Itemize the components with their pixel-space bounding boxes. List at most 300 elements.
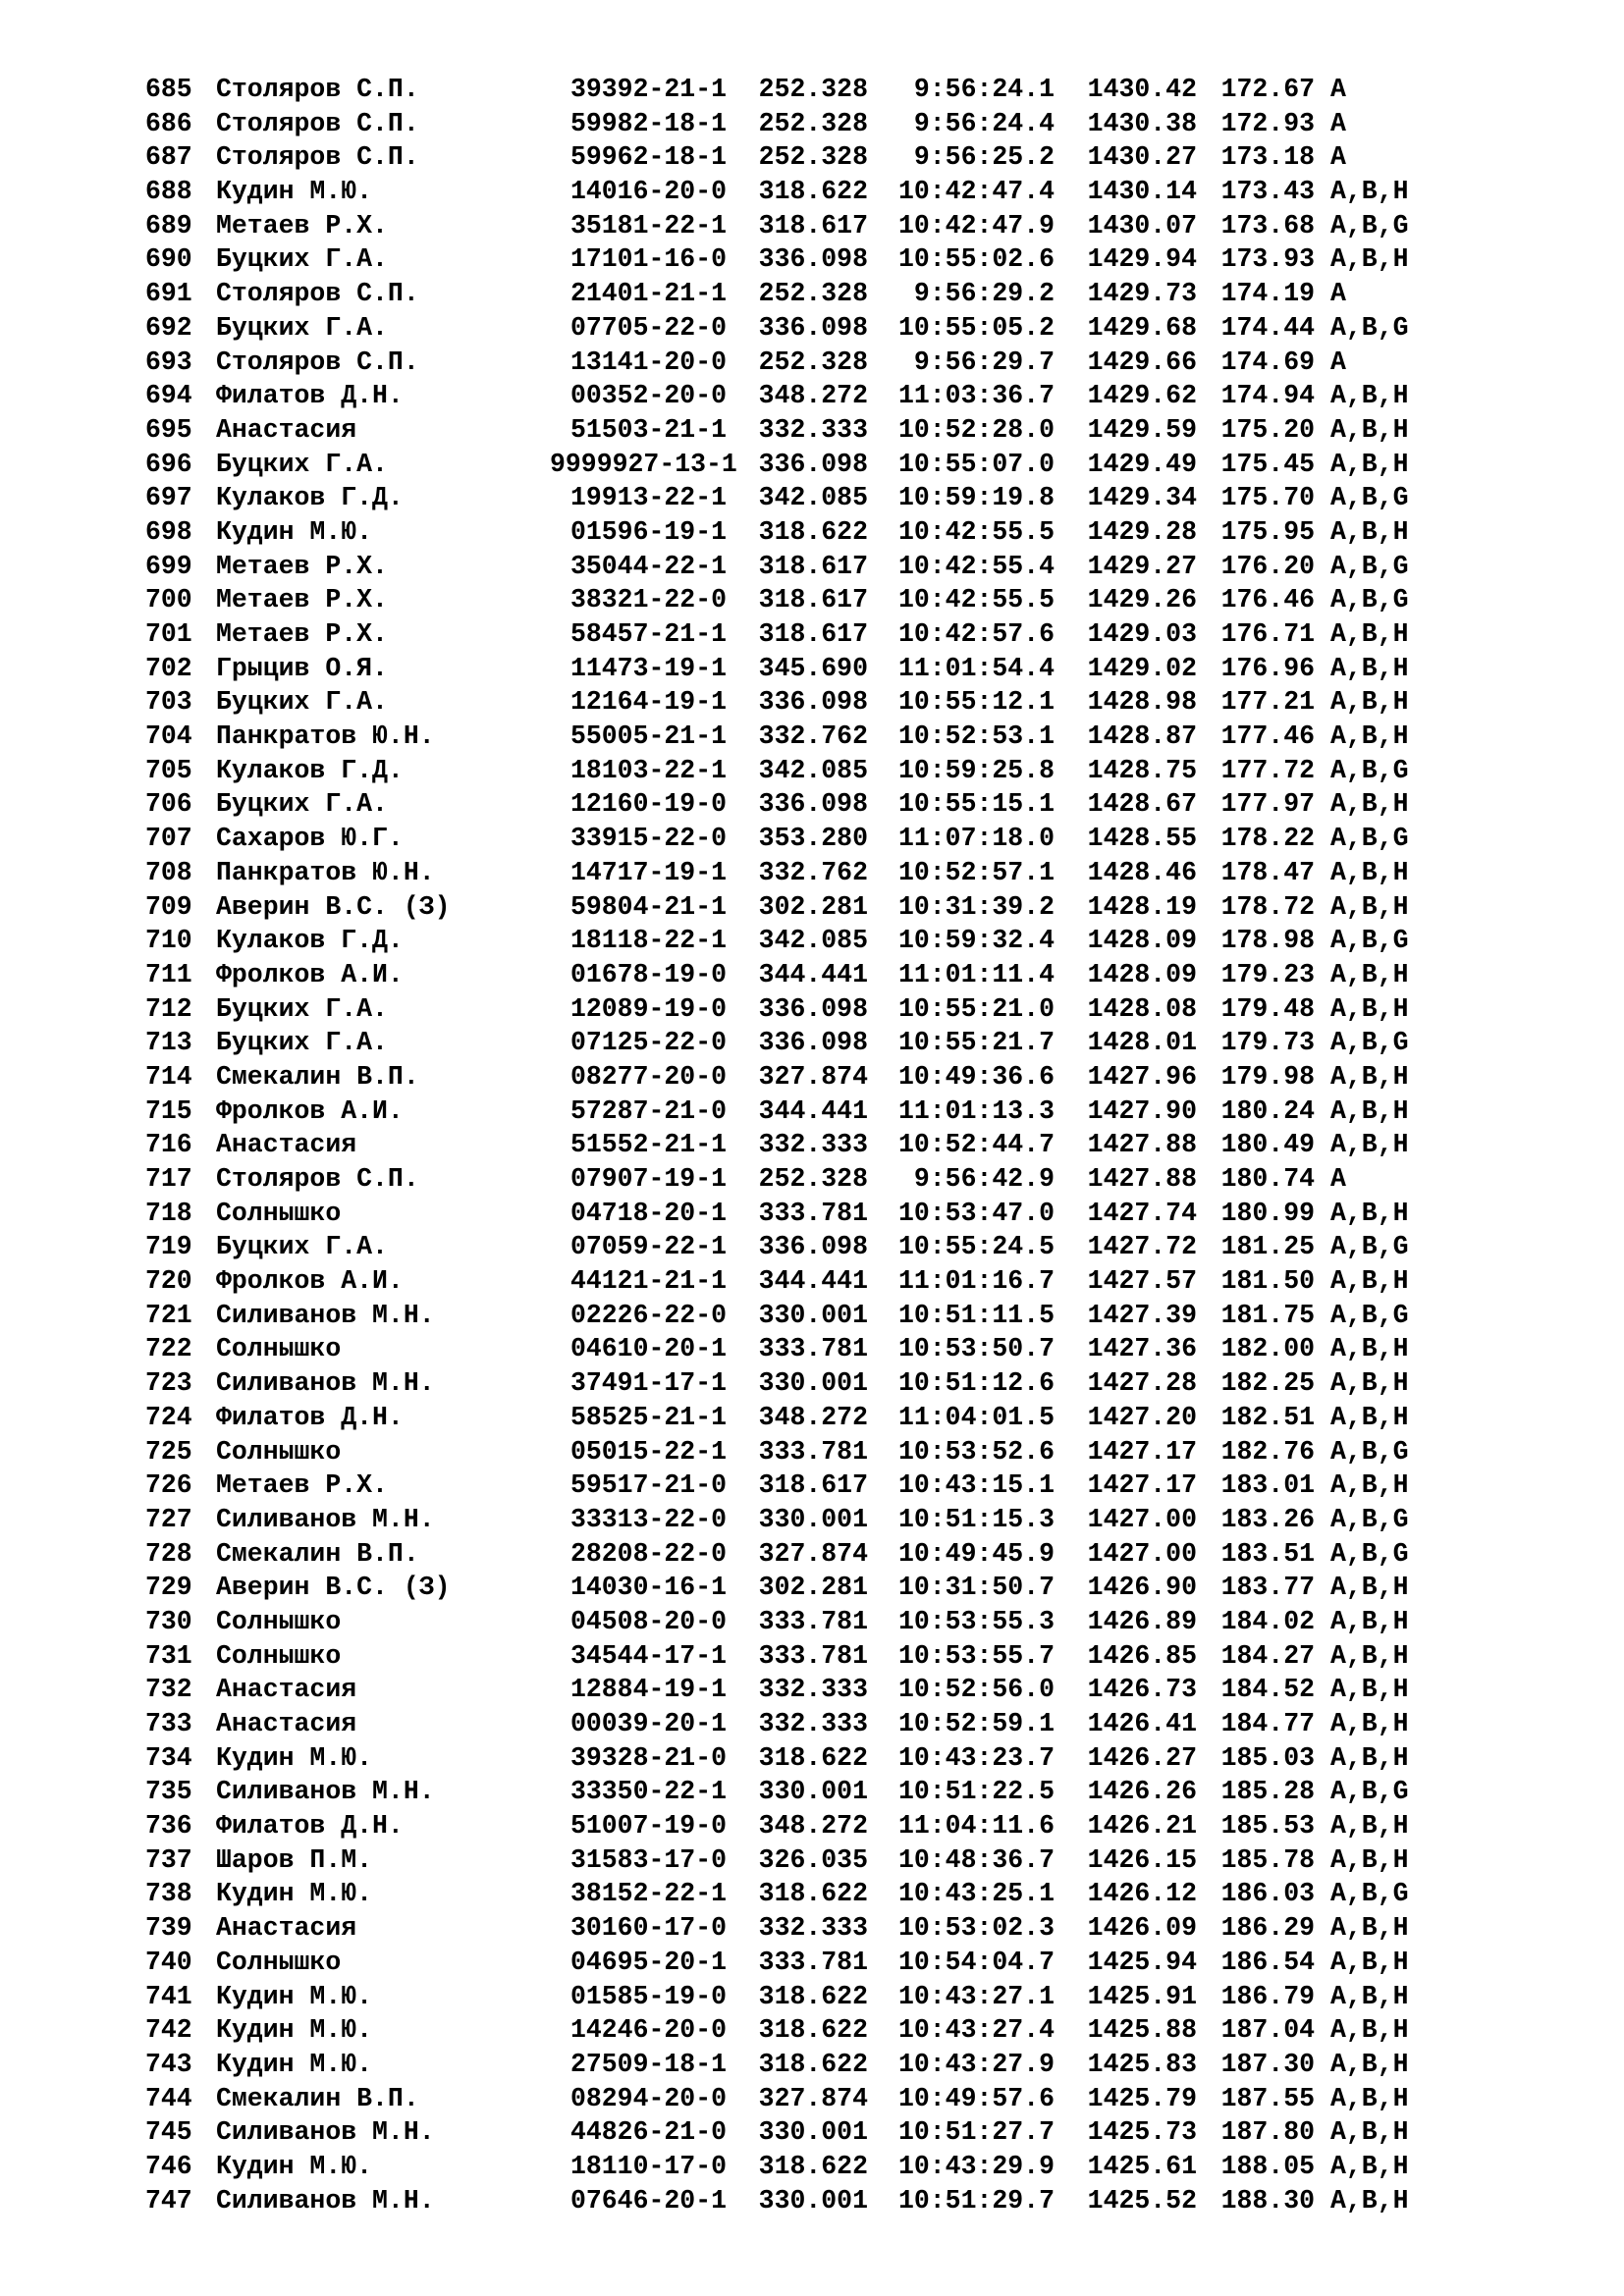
coefficient: 174.94	[1220, 381, 1315, 411]
arrival-time: 9:56:42.9	[913, 1164, 1055, 1194]
ring-number: 38152-22-1	[569, 1879, 727, 1909]
distance: 344.441	[758, 1095, 868, 1126]
fancier-name: Кудин М.Ю.	[216, 1879, 373, 1909]
arrival-time: 11:01:13.3	[897, 1095, 1055, 1126]
place-number: 729	[145, 1573, 192, 1603]
place-number: 697	[145, 483, 192, 513]
distance: 327.874	[758, 1061, 868, 1092]
place-number: 718	[145, 1198, 192, 1228]
coefficient: 183.51	[1220, 1538, 1315, 1569]
speed: 1427.90	[1087, 1095, 1197, 1126]
class-codes: A,B,G	[1330, 1879, 1409, 1909]
class-codes: A,B,G	[1330, 483, 1409, 513]
fancier-name: Буцких Г.А.	[216, 449, 388, 479]
ring-number: 31583-17-0	[569, 1844, 727, 1875]
place-number: 691	[145, 279, 192, 309]
distance: 252.328	[758, 142, 868, 173]
coefficient: 176.46	[1220, 585, 1315, 615]
place-number: 715	[145, 1095, 192, 1126]
class-codes: A,B,H	[1330, 1947, 1409, 1977]
class-codes: A,B,G	[1330, 210, 1409, 240]
class-codes: A,B,H	[1330, 244, 1409, 275]
speed: 1427.96	[1087, 1061, 1197, 1092]
class-codes: A,B,G	[1330, 1300, 1409, 1330]
coefficient: 186.29	[1220, 1913, 1315, 1944]
fancier-name: Кулаков Г.Д.	[216, 926, 404, 956]
place-number: 701	[145, 619, 192, 649]
ring-number: 59517-21-0	[569, 1470, 727, 1501]
fancier-name: Столяров С.П.	[216, 347, 419, 377]
table-row	[145, 754, 1579, 788]
speed: 1429.34	[1087, 483, 1197, 513]
arrival-time: 10:51:27.7	[897, 2117, 1055, 2148]
speed: 1425.73	[1087, 2117, 1197, 2148]
ring-number: 12160-19-0	[569, 789, 727, 820]
speed: 1426.15	[1087, 1844, 1197, 1875]
class-codes: A,B,G	[1330, 926, 1409, 956]
table-row	[145, 856, 1579, 890]
fancier-name: Кудин М.Ю.	[216, 2015, 373, 2046]
distance: 342.085	[758, 755, 868, 785]
table-row	[145, 1707, 1579, 1741]
fancier-name: Силиванов М.Н.	[216, 2117, 435, 2148]
distance: 332.333	[758, 1675, 868, 1705]
place-number: 706	[145, 789, 192, 820]
coefficient: 172.67	[1220, 75, 1315, 104]
table-row	[145, 1468, 1579, 1503]
place-number: 710	[145, 926, 192, 956]
fancier-name: Аверин В.С. (З)	[216, 1573, 451, 1603]
table-row	[145, 2115, 1579, 2150]
coefficient: 184.77	[1220, 1709, 1315, 1738]
arrival-time: 10:48:36.7	[897, 1844, 1055, 1875]
class-codes: A,B,H	[1330, 1061, 1409, 1092]
speed: 1427.57	[1087, 1266, 1197, 1297]
coefficient: 182.00	[1220, 1334, 1315, 1364]
coefficient: 185.53	[1220, 1811, 1315, 1842]
fancier-name: Смекалин В.П.	[216, 1538, 419, 1569]
ring-number: 9999927-13-1	[550, 449, 737, 479]
ring-number: 08294-20-0	[569, 2083, 727, 2113]
place-number: 721	[145, 1300, 192, 1330]
distance: 336.098	[758, 244, 868, 275]
arrival-time: 10:53:55.7	[897, 1640, 1055, 1671]
speed: 1427.17	[1087, 1470, 1197, 1501]
table-row	[145, 1162, 1579, 1197]
arrival-time: 10:42:47.4	[897, 177, 1055, 207]
place-number: 738	[145, 1879, 192, 1909]
speed: 1429.59	[1087, 414, 1197, 445]
class-codes: A,B,H	[1330, 721, 1409, 752]
speed: 1425.61	[1087, 2151, 1197, 2181]
fancier-name: Панкратов Ю.Н.	[216, 721, 435, 752]
fancier-name: Кудин М.Ю.	[216, 2151, 373, 2181]
speed: 1425.94	[1087, 1947, 1197, 1977]
class-codes: A,B,H	[1330, 2185, 1409, 2216]
distance: 348.272	[758, 381, 868, 411]
ring-number: 01585-19-0	[569, 1981, 727, 2011]
place-number: 695	[145, 414, 192, 445]
coefficient: 180.74	[1220, 1164, 1315, 1194]
class-codes: A,B,H	[1330, 1640, 1409, 1671]
distance: 342.085	[758, 926, 868, 956]
distance: 327.874	[758, 2083, 868, 2113]
table-row	[145, 175, 1579, 209]
fancier-name: Силиванов М.Н.	[216, 1504, 435, 1534]
coefficient: 173.93	[1220, 244, 1315, 275]
ring-number: 37491-17-1	[569, 1368, 727, 1399]
arrival-time: 11:01:16.7	[897, 1266, 1055, 1297]
ring-number: 59982-18-1	[569, 108, 727, 138]
table-row	[145, 1435, 1579, 1469]
coefficient: 185.78	[1220, 1844, 1315, 1875]
class-codes: A,B,G	[1330, 585, 1409, 615]
ring-number: 07705-22-0	[569, 312, 727, 343]
arrival-time: 10:55:24.5	[897, 1232, 1055, 1262]
ring-number: 51552-21-1	[569, 1130, 727, 1160]
speed: 1429.27	[1087, 551, 1197, 581]
coefficient: 174.44	[1220, 312, 1315, 343]
arrival-time: 10:55:21.0	[897, 993, 1055, 1024]
table-row	[145, 379, 1579, 413]
fancier-name: Буцких Г.А.	[216, 687, 388, 718]
speed: 1429.49	[1087, 449, 1197, 479]
class-codes: A,B,H	[1330, 891, 1409, 922]
distance: 333.781	[758, 1198, 868, 1228]
fancier-name: Фролков А.И.	[216, 959, 404, 989]
place-number: 735	[145, 1777, 192, 1807]
fancier-name: Силиванов М.Н.	[216, 1300, 435, 1330]
coefficient: 187.04	[1220, 2015, 1315, 2046]
coefficient: 187.80	[1220, 2117, 1315, 2148]
speed: 1427.39	[1087, 1300, 1197, 1330]
table-row	[145, 1980, 1579, 2014]
table-row	[145, 1230, 1579, 1264]
fancier-name: Сахаров Ю.Г.	[216, 824, 404, 854]
ring-number: 59962-18-1	[569, 142, 727, 173]
speed: 1429.66	[1087, 347, 1197, 377]
table-row	[145, 2184, 1579, 2218]
speed: 1428.19	[1087, 891, 1197, 922]
place-number: 698	[145, 516, 192, 547]
speed: 1427.00	[1087, 1504, 1197, 1534]
place-number: 728	[145, 1538, 192, 1569]
table-row	[145, 481, 1579, 515]
place-number: 734	[145, 1742, 192, 1773]
coefficient: 179.23	[1220, 959, 1315, 989]
arrival-time: 10:52:53.1	[897, 721, 1055, 752]
table-row	[145, 1128, 1579, 1162]
ring-number: 14246-20-0	[569, 2015, 727, 2046]
fancier-name: Метаев Р.Х.	[216, 551, 388, 581]
speed: 1428.75	[1087, 755, 1197, 785]
coefficient: 184.27	[1220, 1640, 1315, 1671]
coefficient: 182.51	[1220, 1402, 1315, 1432]
speed: 1428.46	[1087, 857, 1197, 887]
place-number: 700	[145, 585, 192, 615]
place-number: 741	[145, 1981, 192, 2011]
speed: 1428.87	[1087, 721, 1197, 752]
distance: 344.441	[758, 959, 868, 989]
fancier-name: Солнышко	[216, 1640, 342, 1671]
speed: 1429.03	[1087, 619, 1197, 649]
table-row	[145, 1673, 1579, 1707]
fancier-name: Анастасия	[216, 414, 357, 445]
table-row	[145, 448, 1579, 482]
fancier-name: Буцких Г.А.	[216, 993, 388, 1024]
arrival-time: 11:04:11.6	[897, 1811, 1055, 1842]
ring-number: 01596-19-1	[569, 516, 727, 547]
class-codes: A,B,H	[1330, 959, 1409, 989]
ring-number: 38321-22-0	[569, 585, 727, 615]
coefficient: 179.73	[1220, 1028, 1315, 1058]
table-row	[145, 209, 1579, 243]
arrival-time: 9:56:24.1	[913, 75, 1055, 104]
coefficient: 177.97	[1220, 789, 1315, 820]
ring-number: 59804-21-1	[569, 891, 727, 922]
ring-number: 12884-19-1	[569, 1675, 727, 1705]
distance: 332.333	[758, 414, 868, 445]
table-row	[145, 1911, 1579, 1946]
coefficient: 178.72	[1220, 891, 1315, 922]
class-codes: A,B,H	[1330, 1675, 1409, 1705]
fancier-name: Филатов Д.Н.	[216, 1402, 404, 1432]
coefficient: 175.95	[1220, 516, 1315, 547]
ring-number: 08277-20-0	[569, 1061, 727, 1092]
arrival-time: 11:03:36.7	[897, 381, 1055, 411]
arrival-time: 10:55:15.1	[897, 789, 1055, 820]
table-row	[145, 140, 1579, 175]
coefficient: 185.03	[1220, 1742, 1315, 1773]
place-number: 696	[145, 449, 192, 479]
fancier-name: Смекалин В.П.	[216, 1061, 419, 1092]
class-codes: A,B,G	[1330, 312, 1409, 343]
table-row	[145, 1095, 1579, 1129]
coefficient: 173.43	[1220, 177, 1315, 207]
coefficient: 188.05	[1220, 2151, 1315, 2181]
fancier-name: Солнышко	[216, 1198, 342, 1228]
arrival-time: 10:31:39.2	[897, 891, 1055, 922]
distance: 318.622	[758, 1879, 868, 1909]
place-number: 739	[145, 1913, 192, 1944]
table-row	[145, 1843, 1579, 1878]
coefficient: 186.03	[1220, 1879, 1315, 1909]
fancier-name: Силиванов М.Н.	[216, 1368, 435, 1399]
coefficient: 174.19	[1220, 279, 1315, 309]
coefficient: 185.28	[1220, 1777, 1315, 1807]
distance: 318.622	[758, 516, 868, 547]
arrival-time: 10:51:12.6	[897, 1368, 1055, 1399]
table-row	[145, 515, 1579, 550]
arrival-time: 10:43:27.9	[897, 2049, 1055, 2079]
table-row	[145, 413, 1579, 448]
ring-number: 11473-19-1	[569, 653, 727, 683]
fancier-name: Буцких Г.А.	[216, 789, 388, 820]
arrival-time: 10:52:44.7	[897, 1130, 1055, 1160]
place-number: 717	[145, 1164, 192, 1194]
class-codes: A,B,H	[1330, 1470, 1409, 1501]
table-row	[145, 1946, 1579, 1980]
class-codes: A,B,H	[1330, 1573, 1409, 1603]
arrival-time: 10:59:19.8	[897, 483, 1055, 513]
table-row	[145, 652, 1579, 686]
speed: 1428.01	[1087, 1028, 1197, 1058]
distance: 336.098	[758, 1028, 868, 1058]
speed: 1426.73	[1087, 1675, 1197, 1705]
class-codes: A	[1330, 1164, 1346, 1194]
coefficient: 183.77	[1220, 1573, 1315, 1603]
table-row	[145, 1197, 1579, 1231]
table-row	[145, 1366, 1579, 1401]
coefficient: 180.24	[1220, 1095, 1315, 1126]
distance: 336.098	[758, 449, 868, 479]
coefficient: 179.98	[1220, 1061, 1315, 1092]
ring-number: 00352-20-0	[569, 381, 727, 411]
coefficient: 175.45	[1220, 449, 1315, 479]
class-codes: A,B,H	[1330, 2049, 1409, 2079]
ring-number: 30160-17-0	[569, 1913, 727, 1944]
arrival-time: 10:51:11.5	[897, 1300, 1055, 1330]
place-number: 732	[145, 1675, 192, 1705]
coefficient: 173.18	[1220, 142, 1315, 173]
arrival-time: 11:07:18.0	[897, 824, 1055, 854]
class-codes: A,B,G	[1330, 755, 1409, 785]
ring-number: 57287-21-0	[569, 1095, 727, 1126]
ring-number: 58525-21-1	[569, 1402, 727, 1432]
ring-number: 05015-22-1	[569, 1436, 727, 1467]
fancier-name: Буцких Г.А.	[216, 312, 388, 343]
arrival-time: 11:01:54.4	[897, 653, 1055, 683]
fancier-name: Метаев Р.Х.	[216, 210, 388, 240]
ring-number: 07646-20-1	[569, 2185, 727, 2216]
coefficient: 184.52	[1220, 1675, 1315, 1705]
coefficient: 178.47	[1220, 857, 1315, 887]
speed: 1426.90	[1087, 1573, 1197, 1603]
ring-number: 18118-22-1	[569, 926, 727, 956]
table-row	[145, 1809, 1579, 1843]
distance: 332.333	[758, 1709, 868, 1738]
distance: 332.333	[758, 1130, 868, 1160]
place-number: 730	[145, 1606, 192, 1636]
table-row	[145, 2150, 1579, 2184]
place-number: 685	[145, 75, 192, 104]
class-codes: A,B,G	[1330, 1538, 1409, 1569]
fancier-name: Метаев Р.Х.	[216, 585, 388, 615]
arrival-time: 10:31:50.7	[897, 1573, 1055, 1603]
ring-number: 39392-21-1	[569, 75, 727, 104]
class-codes: A,B,H	[1330, 1844, 1409, 1875]
table-row	[145, 2048, 1579, 2082]
table-row	[145, 617, 1579, 652]
class-codes: A,B,H	[1330, 1606, 1409, 1636]
speed: 1427.74	[1087, 1198, 1197, 1228]
distance: 330.001	[758, 1504, 868, 1534]
coefficient: 172.93	[1220, 108, 1315, 138]
distance: 330.001	[758, 1368, 868, 1399]
place-number: 702	[145, 653, 192, 683]
speed: 1427.20	[1087, 1402, 1197, 1432]
coefficient: 183.26	[1220, 1504, 1315, 1534]
fancier-name: Буцких Г.А.	[216, 244, 388, 275]
coefficient: 187.30	[1220, 2049, 1315, 2079]
coefficient: 175.20	[1220, 414, 1315, 445]
place-number: 687	[145, 142, 192, 173]
fancier-name: Кулаков Г.Д.	[216, 483, 404, 513]
speed: 1426.12	[1087, 1879, 1197, 1909]
class-codes: A,B,G	[1330, 1777, 1409, 1807]
place-number: 719	[145, 1232, 192, 1262]
speed: 1430.38	[1087, 108, 1197, 138]
coefficient: 174.69	[1220, 347, 1315, 377]
speed: 1425.52	[1087, 2185, 1197, 2216]
speed: 1429.02	[1087, 653, 1197, 683]
arrival-time: 11:01:11.4	[897, 959, 1055, 989]
fancier-name: Метаев Р.Х.	[216, 619, 388, 649]
arrival-time: 10:52:28.0	[897, 414, 1055, 445]
coefficient: 177.21	[1220, 687, 1315, 718]
class-codes: A,B,H	[1330, 1742, 1409, 1773]
speed: 1427.72	[1087, 1232, 1197, 1262]
speed: 1429.73	[1087, 279, 1197, 309]
table-row	[145, 992, 1579, 1027]
table-row	[145, 787, 1579, 822]
arrival-time: 10:53:50.7	[897, 1334, 1055, 1364]
fancier-name: Филатов Д.Н.	[216, 1811, 404, 1842]
place-number: 686	[145, 108, 192, 138]
distance: 327.874	[758, 1538, 868, 1569]
class-codes: A,B,H	[1330, 1368, 1409, 1399]
coefficient: 181.75	[1220, 1300, 1315, 1330]
fancier-name: Кудин М.Ю.	[216, 516, 373, 547]
coefficient: 181.25	[1220, 1232, 1315, 1262]
place-number: 711	[145, 959, 192, 989]
class-codes: A	[1330, 142, 1346, 173]
arrival-time: 10:59:32.4	[897, 926, 1055, 956]
results-rows	[145, 73, 1579, 2217]
distance: 336.098	[758, 993, 868, 1024]
speed: 1425.83	[1087, 2049, 1197, 2079]
class-codes: A,B,H	[1330, 789, 1409, 820]
fancier-name: Метаев Р.Х.	[216, 1470, 388, 1501]
arrival-time: 10:55:02.6	[897, 244, 1055, 275]
distance: 332.333	[758, 1913, 868, 1944]
place-number: 704	[145, 721, 192, 752]
speed: 1426.26	[1087, 1777, 1197, 1807]
ring-number: 17101-16-0	[569, 244, 727, 275]
speed: 1427.28	[1087, 1368, 1197, 1399]
distance: 252.328	[758, 108, 868, 138]
distance: 330.001	[758, 2185, 868, 2216]
class-codes: A,B,G	[1330, 824, 1409, 854]
distance: 348.272	[758, 1402, 868, 1432]
place-number: 722	[145, 1334, 192, 1364]
fancier-name: Анастасия	[216, 1709, 357, 1738]
distance: 333.781	[758, 1640, 868, 1671]
place-number: 699	[145, 551, 192, 581]
class-codes: A,B,H	[1330, 1402, 1409, 1432]
table-row	[145, 720, 1579, 754]
arrival-time: 10:43:23.7	[897, 1742, 1055, 1773]
ring-number: 28208-22-0	[569, 1538, 727, 1569]
ring-number: 44121-21-1	[569, 1266, 727, 1297]
speed: 1430.42	[1087, 75, 1197, 104]
table-row	[145, 958, 1579, 992]
arrival-time: 10:51:22.5	[897, 1777, 1055, 1807]
distance: 333.781	[758, 1334, 868, 1364]
arrival-time: 10:42:55.4	[897, 551, 1055, 581]
arrival-time: 10:59:25.8	[897, 755, 1055, 785]
distance: 326.035	[758, 1844, 868, 1875]
